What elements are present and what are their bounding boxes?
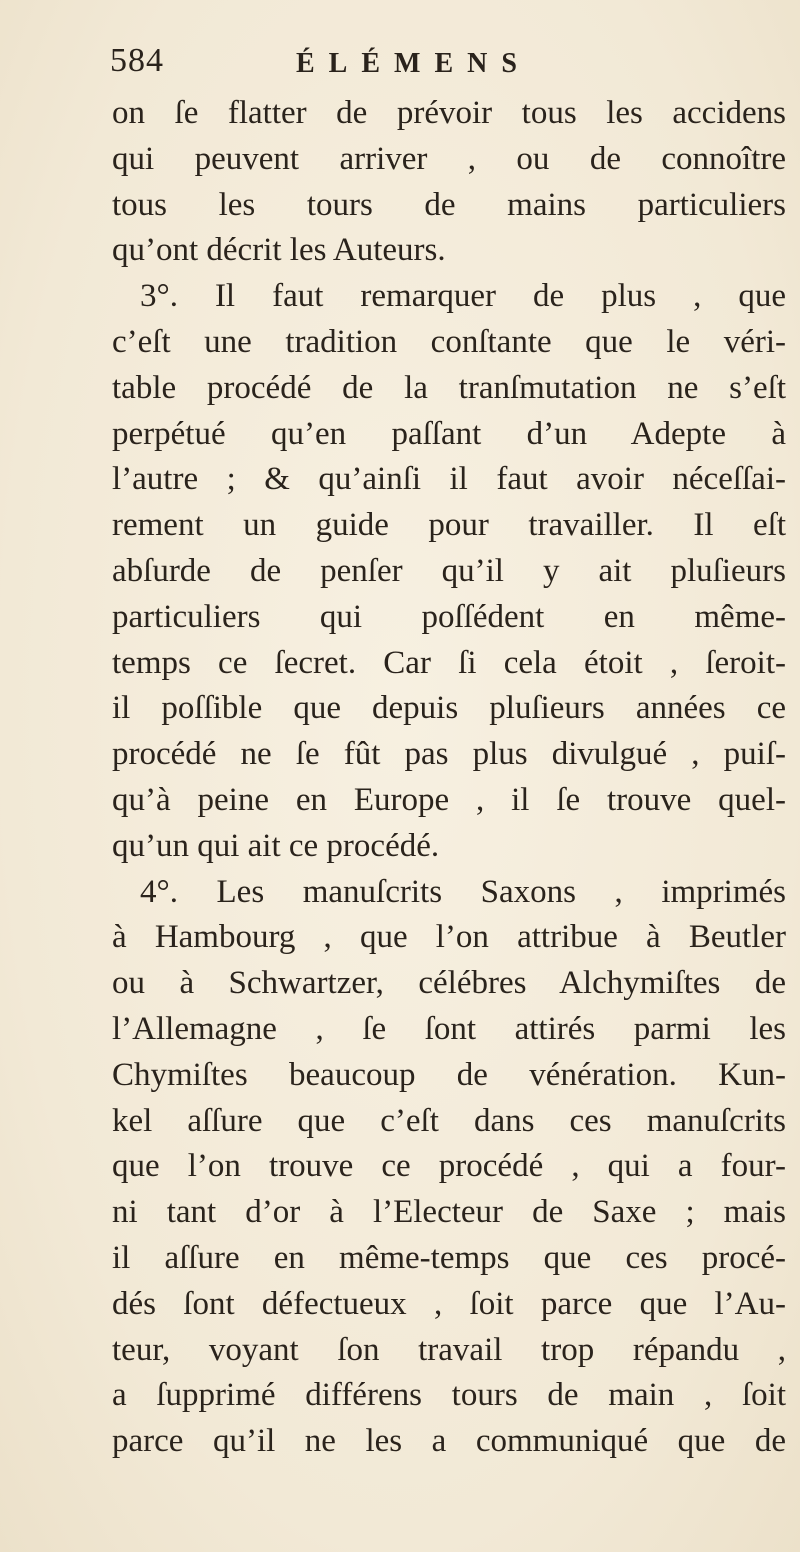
text-line: on ſe flatter de prévoir tous les accidens xyxy=(112,95,786,131)
page-number: 584 xyxy=(110,42,164,79)
text-line: Chymiſtes beaucoup de vénération. Kun- xyxy=(112,1056,786,1093)
running-head: ÉLÉMENS xyxy=(296,48,531,79)
text-line: abſurde de penſer qu’il y ait pluſieurs xyxy=(112,552,786,589)
body-text xyxy=(112,91,786,1465)
text-line: l’autre ; & qu’ainſi il faut avoir néceſſai- xyxy=(112,461,786,498)
text-line: rement un guide pour travailler. Il eſt xyxy=(112,507,786,544)
text-line: dés ſont défectueux , ſoit parce que l’Au- xyxy=(112,1285,786,1322)
text-line: il poſſible que depuis pluſieurs années ce xyxy=(112,690,786,727)
text-line: particuliers qui poſſédent en même- xyxy=(112,598,786,635)
text-line: que l’on trouve ce procédé , qui a four- xyxy=(112,1148,786,1185)
text-line: qu’à peine en Europe , il ſe trouve quel- xyxy=(112,781,786,818)
text-line: tous les tours de mains particuliers xyxy=(112,186,786,223)
text-line: qui peuvent arriver , ou de connoître xyxy=(112,140,786,177)
text-line: à Hambourg , que l’on attribue à Beutler xyxy=(112,919,786,956)
text-line: perpétué qu’en paſſant d’un Adepte à xyxy=(112,415,786,452)
text-line: l’Allemagne , ſe ſont attirés parmi les xyxy=(112,1010,786,1047)
text-line: c’eſt une tradition conſtante que le véri- xyxy=(112,323,786,360)
text-line: teur, voyant ſon travail trop répandu , xyxy=(112,1331,786,1368)
text-line: kel aſſure que c’eſt dans ces manuſcrits xyxy=(112,1102,786,1139)
text-line: il aſſure en même-temps que ces procé- xyxy=(112,1239,786,1276)
text-line: procédé ne ſe fût pas plus divulgué , puiſ- xyxy=(112,736,786,773)
text-line: 3°. Il faut remarquer de plus , que xyxy=(140,278,786,315)
text-line: temps ce ſecret. Car ſi cela étoit , ſeroit- xyxy=(112,644,786,681)
text-line: ou à Schwartzer, célébres Alchymiſtes de xyxy=(112,965,786,1002)
text-line: parce qu’il ne les a communiqué que de xyxy=(112,1423,786,1460)
text-line: table procédé de la tranſmutation ne s’eſt xyxy=(112,369,786,406)
text-line: 4°. Les manuſcrits Saxons , imprimés xyxy=(140,873,786,910)
text-line: qu’ont décrit les Auteurs. xyxy=(112,232,446,269)
text-line: ni tant d’or à l’Electeur de Saxe ; mais xyxy=(112,1194,786,1231)
text-line: qu’un qui ait ce procédé. xyxy=(112,827,440,864)
page-header xyxy=(110,42,690,92)
text-line: a ſupprimé différens tours de main , ſoit xyxy=(112,1377,786,1414)
